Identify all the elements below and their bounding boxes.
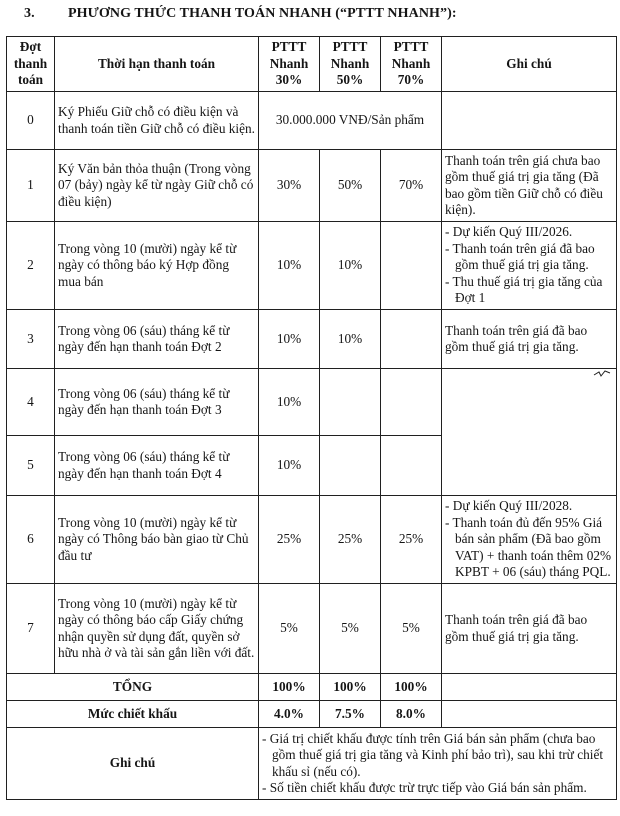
percent-30: 25%	[259, 496, 320, 584]
percent-50: 10%	[320, 222, 381, 310]
total-50: 100%	[320, 674, 381, 701]
percent-70: 70%	[381, 150, 442, 222]
percent-30: 10%	[259, 369, 320, 436]
installment-number: 1	[7, 150, 55, 222]
deposit-amount: 30.000.000 VNĐ/Sản phẩm	[259, 92, 442, 150]
header-note: Ghi chú	[442, 37, 617, 92]
percent-70	[381, 369, 442, 436]
header-deadline: Thời hạn thanh toán	[55, 37, 259, 92]
installment-number: 4	[7, 369, 55, 436]
percent-30: 10%	[259, 310, 320, 369]
note-text: Thanh toán trên giá đã bao gồm thuế giá trị gia tăng.	[442, 310, 617, 369]
note-item: - Thanh toán trên giá đã bao gồm thuế giá trị gia tăng.	[445, 240, 595, 273]
note-item: - Thanh toán đủ đến 95% Giá bán sản phẩm (Đã bao gồm VAT) + thanh toán thêm 02% KPBT + 06 (sáu) tháng PQL.	[445, 514, 612, 580]
deadline-text: Trong vòng 06 (sáu) tháng kể từ ngày đến hạn thanh toán Đợt 4	[55, 436, 259, 496]
percent-70	[381, 310, 442, 369]
header-plan-50: PTTT Nhanh 50%	[320, 37, 381, 92]
section-title: PHƯƠNG THỨC THANH TOÁN NHANH (“PTTT NHANH”):	[68, 6, 457, 21]
header-row	[7, 37, 617, 92]
percent-50: 25%	[320, 496, 381, 584]
percent-50	[320, 436, 381, 496]
note-item: - Thu thuế giá trị gia tăng của Đợt 1	[445, 273, 603, 306]
header-installment: Đợt thanh toán	[7, 37, 55, 92]
deadline-text: Trong vòng 06 (sáu) tháng kể từ ngày đến hạn thanh toán Đợt 3	[55, 369, 259, 436]
section-heading	[24, 6, 457, 23]
footnote-list	[262, 731, 613, 797]
installment-number: 3	[7, 310, 55, 369]
footnote-cell	[259, 728, 617, 800]
percent-70: 25%	[381, 496, 442, 584]
deadline-text: Ký Văn bản thỏa thuận (Trong vòng 07 (bảy) ngày kể từ ngày Giữ chỗ có điều kiện)	[55, 150, 259, 222]
note-cell	[442, 496, 617, 584]
percent-30: 30%	[259, 150, 320, 222]
installment-number: 6	[7, 496, 55, 584]
percent-50	[320, 369, 381, 436]
footnote-item: - Giá trị chiết khấu được tính trên Giá bán sản phẩm (chưa bao gồm thuế giá trị gia tăng và Kinh phí bảo trì), sau khi trừ chiết khấu sỉ (nếu có).	[262, 730, 604, 779]
deadline-text: Trong vòng 10 (mười) ngày kể từ ngày có thông báo ký Hợp đồng mua bán	[55, 222, 259, 310]
discount-70: 8.0%	[381, 701, 442, 728]
table-row	[7, 310, 617, 369]
footnote-row	[7, 728, 617, 800]
table-row	[7, 222, 617, 310]
note-item: - Dự kiến Quý III/2028.	[445, 498, 573, 514]
note-text: Thanh toán trên giá chưa bao gồm thuế giá trị gia tăng (Đã bao gồm tiền Giữ chỗ có điều kiện).	[442, 150, 617, 222]
percent-30: 5%	[259, 584, 320, 674]
total-30: 100%	[259, 674, 320, 701]
deadline-text: Trong vòng 06 (sáu) tháng kể từ ngày đến hạn thanh toán Đợt 2	[55, 310, 259, 369]
note-cell	[442, 674, 617, 701]
note-cell	[442, 369, 617, 496]
discount-row	[7, 701, 617, 728]
discount-label: Mức chiết khấu	[7, 701, 259, 728]
percent-70	[381, 436, 442, 496]
deadline-text: Ký Phiếu Giữ chỗ có điều kiện và thanh toán tiền Giữ chỗ có điều kiện.	[55, 92, 259, 150]
deadline-text: Trong vòng 10 (mười) ngày kể từ ngày có thông báo cấp Giấy chứng nhận quyền sử dụng đất, quyền sở hữu nhà ở và tài sản gắn liền với đất.	[55, 584, 259, 674]
percent-50: 10%	[320, 310, 381, 369]
percent-50: 50%	[320, 150, 381, 222]
percent-70: 5%	[381, 584, 442, 674]
total-row	[7, 674, 617, 701]
installment-number: 0	[7, 92, 55, 150]
percent-50: 5%	[320, 584, 381, 674]
table-row	[7, 496, 617, 584]
note-cell	[442, 92, 617, 150]
note-cell	[442, 222, 617, 310]
percent-70	[381, 222, 442, 310]
section-number: 3.	[24, 6, 35, 21]
note-list	[445, 224, 613, 307]
pen-mark-icon	[593, 367, 611, 379]
discount-50: 7.5%	[320, 701, 381, 728]
note-text: Thanh toán trên giá đã bao gồm thuế giá trị gia tăng.	[442, 584, 617, 674]
note-list	[445, 498, 613, 581]
payment-schedule-table	[6, 36, 617, 800]
table-row	[7, 369, 617, 436]
installment-number: 2	[7, 222, 55, 310]
note-cell	[442, 701, 617, 728]
footnote-label: Ghi chú	[7, 728, 259, 800]
discount-30: 4.0%	[259, 701, 320, 728]
table-row	[7, 92, 617, 150]
table-row	[7, 584, 617, 674]
installment-number: 5	[7, 436, 55, 496]
footnote-item: - Số tiền chiết khấu được trừ trực tiếp vào Giá bán sản phẩm.	[262, 780, 587, 795]
total-label: TỔNG	[7, 674, 259, 701]
total-70: 100%	[381, 674, 442, 701]
header-plan-70: PTTT Nhanh 70%	[381, 37, 442, 92]
percent-30: 10%	[259, 222, 320, 310]
deadline-text: Trong vòng 10 (mười) ngày kể từ ngày có Thông báo bàn giao từ Chủ đầu tư	[55, 496, 259, 584]
header-plan-30: PTTT Nhanh 30%	[259, 37, 320, 92]
percent-30: 10%	[259, 436, 320, 496]
table-row	[7, 150, 617, 222]
note-item: - Dự kiến Quý III/2026.	[445, 224, 573, 240]
installment-number: 7	[7, 584, 55, 674]
